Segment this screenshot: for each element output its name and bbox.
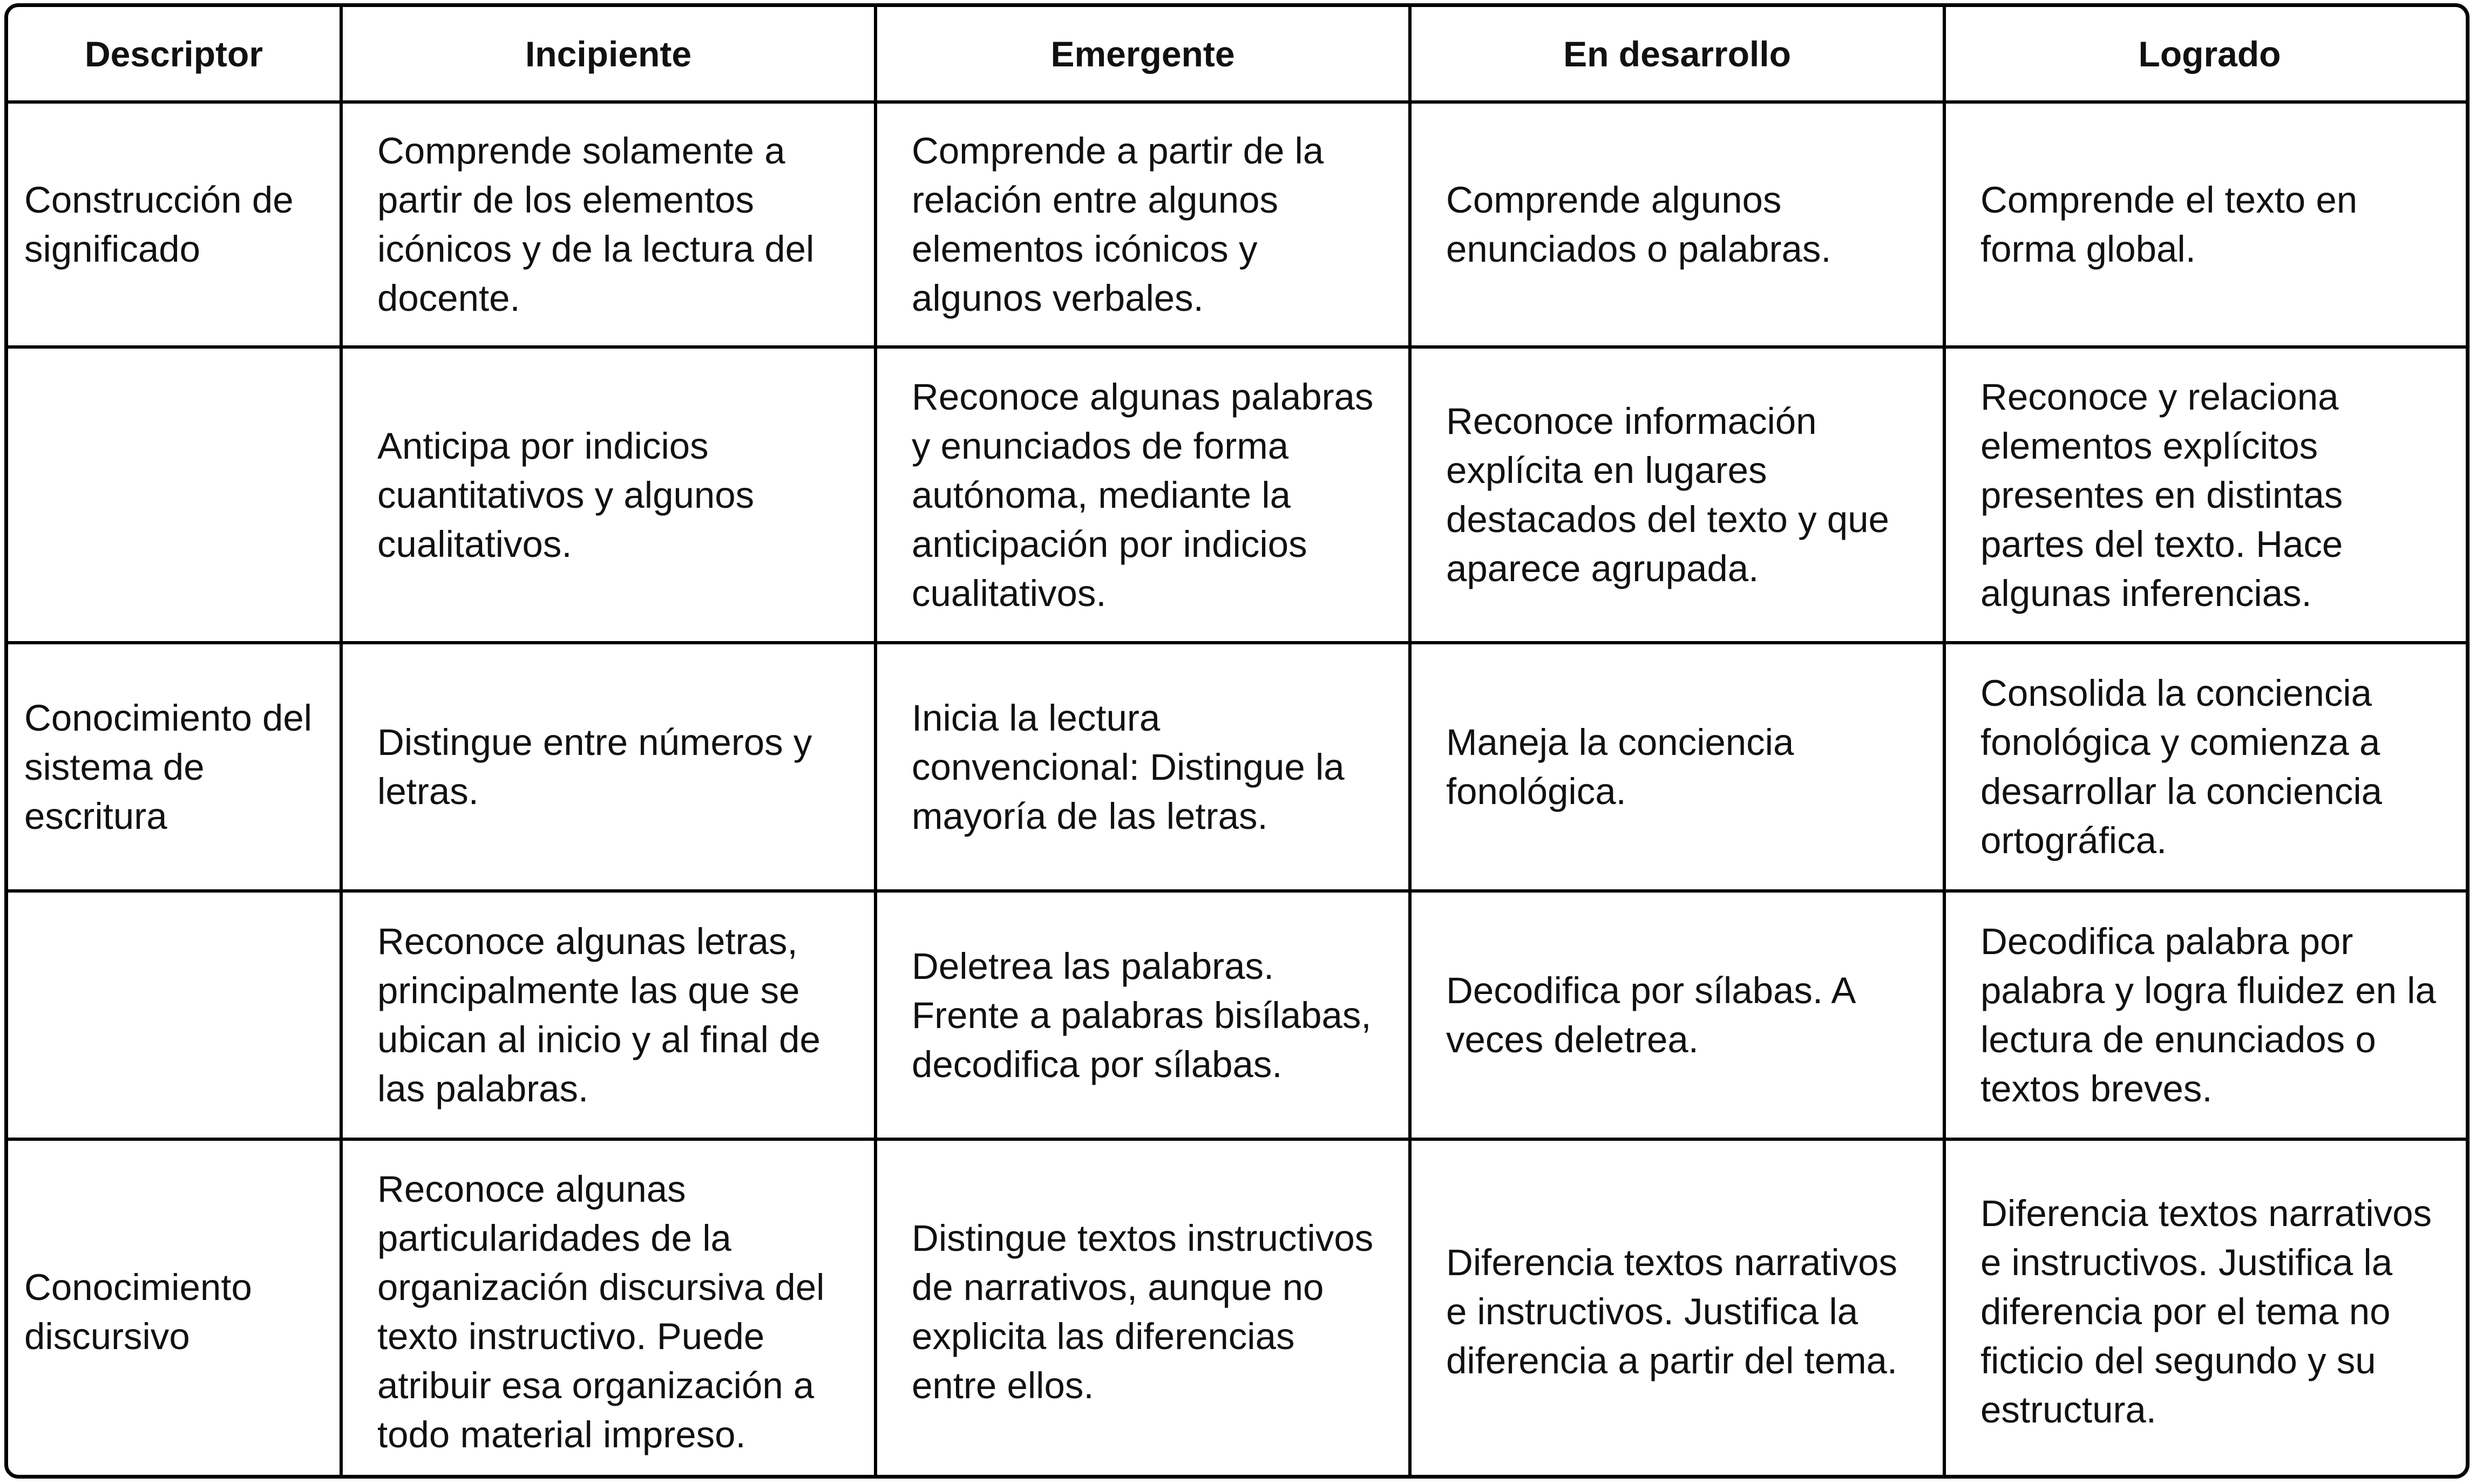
header-logrado: Logrado xyxy=(1944,7,2470,102)
table-row xyxy=(8,347,2470,643)
incipiente-cell: Reconoce algunas particularidades de la organización discursiva del texto instructivo. Puede atribuir esa organización a todo material impreso. xyxy=(341,1139,876,1479)
descriptor-cell xyxy=(8,347,341,643)
incipiente-cell: Anticipa por indicios cuantitativos y algunos cualitativos. xyxy=(341,347,876,643)
header-emergente: Emergente xyxy=(876,7,1410,102)
logrado-cell: Comprende el texto en forma global. xyxy=(1944,102,2470,347)
descriptor-cell: Construcción de significado xyxy=(8,102,341,347)
en-desarrollo-cell: Reconoce información explícita en lugares destacados del texto y que aparece agrupada. xyxy=(1410,347,1944,643)
logrado-cell: Decodifica palabra por palabra y logra fluidez en la lectura de enunciados o textos breves. xyxy=(1944,891,2470,1139)
table-row xyxy=(8,891,2470,1139)
descriptor-cell: Conocimiento del sistema de escritura xyxy=(8,643,341,891)
en-desarrollo-cell: Maneja la conciencia fonológica. xyxy=(1410,643,1944,891)
rubric-table xyxy=(8,7,2470,1479)
header-row xyxy=(8,7,2470,102)
en-desarrollo-cell: Decodifica por sílabas. A veces deletrea. xyxy=(1410,891,1944,1139)
emergente-cell: Reconoce algunas palabras y enunciados de forma autónoma, mediante la anticipación por indicios cualitativos. xyxy=(876,347,1410,643)
header-incipiente: Incipiente xyxy=(341,7,876,102)
logrado-cell: Reconoce y relaciona elementos explícitos presentes en distintas partes del texto. Hace algunas inferencias. xyxy=(1944,347,2470,643)
table-row xyxy=(8,643,2470,891)
table-row xyxy=(8,1139,2470,1479)
incipiente-cell: Reconoce algunas letras, principalmente las que se ubican al inicio y al final de las palabras. xyxy=(341,891,876,1139)
header-descriptor: Descriptor xyxy=(8,7,341,102)
rubric-frame xyxy=(4,3,2470,1479)
logrado-cell: Diferencia textos narrativos e instructivos. Justifica la diferencia por el tema no ficticio del segundo y su estructura. xyxy=(1944,1139,2470,1479)
header-en-desarrollo: En desarrollo xyxy=(1410,7,1944,102)
descriptor-cell xyxy=(8,891,341,1139)
descriptor-cell: Conocimiento discursivo xyxy=(8,1139,341,1479)
logrado-cell: Consolida la conciencia fonológica y comienza a desarrollar la conciencia ortográfica. xyxy=(1944,643,2470,891)
incipiente-cell: Distingue entre números y letras. xyxy=(341,643,876,891)
en-desarrollo-cell: Diferencia textos narrativos e instructivos. Justifica la diferencia a partir del tema. xyxy=(1410,1139,1944,1479)
table-row xyxy=(8,102,2470,347)
en-desarrollo-cell: Comprende algunos enunciados o palabras. xyxy=(1410,102,1944,347)
emergente-cell: Comprende a partir de la relación entre algunos elementos icónicos y algunos verbales. xyxy=(876,102,1410,347)
incipiente-cell: Comprende solamente a partir de los elementos icónicos y de la lectura del docente. xyxy=(341,102,876,347)
emergente-cell: Deletrea las palabras. Frente a palabras bisílabas, decodifica por sílabas. xyxy=(876,891,1410,1139)
emergente-cell: Inicia la lectura convencional: Distingue la mayoría de las letras. xyxy=(876,643,1410,891)
emergente-cell: Distingue textos instructivos de narrativos, aunque no explicita las diferencias entre ellos. xyxy=(876,1139,1410,1479)
